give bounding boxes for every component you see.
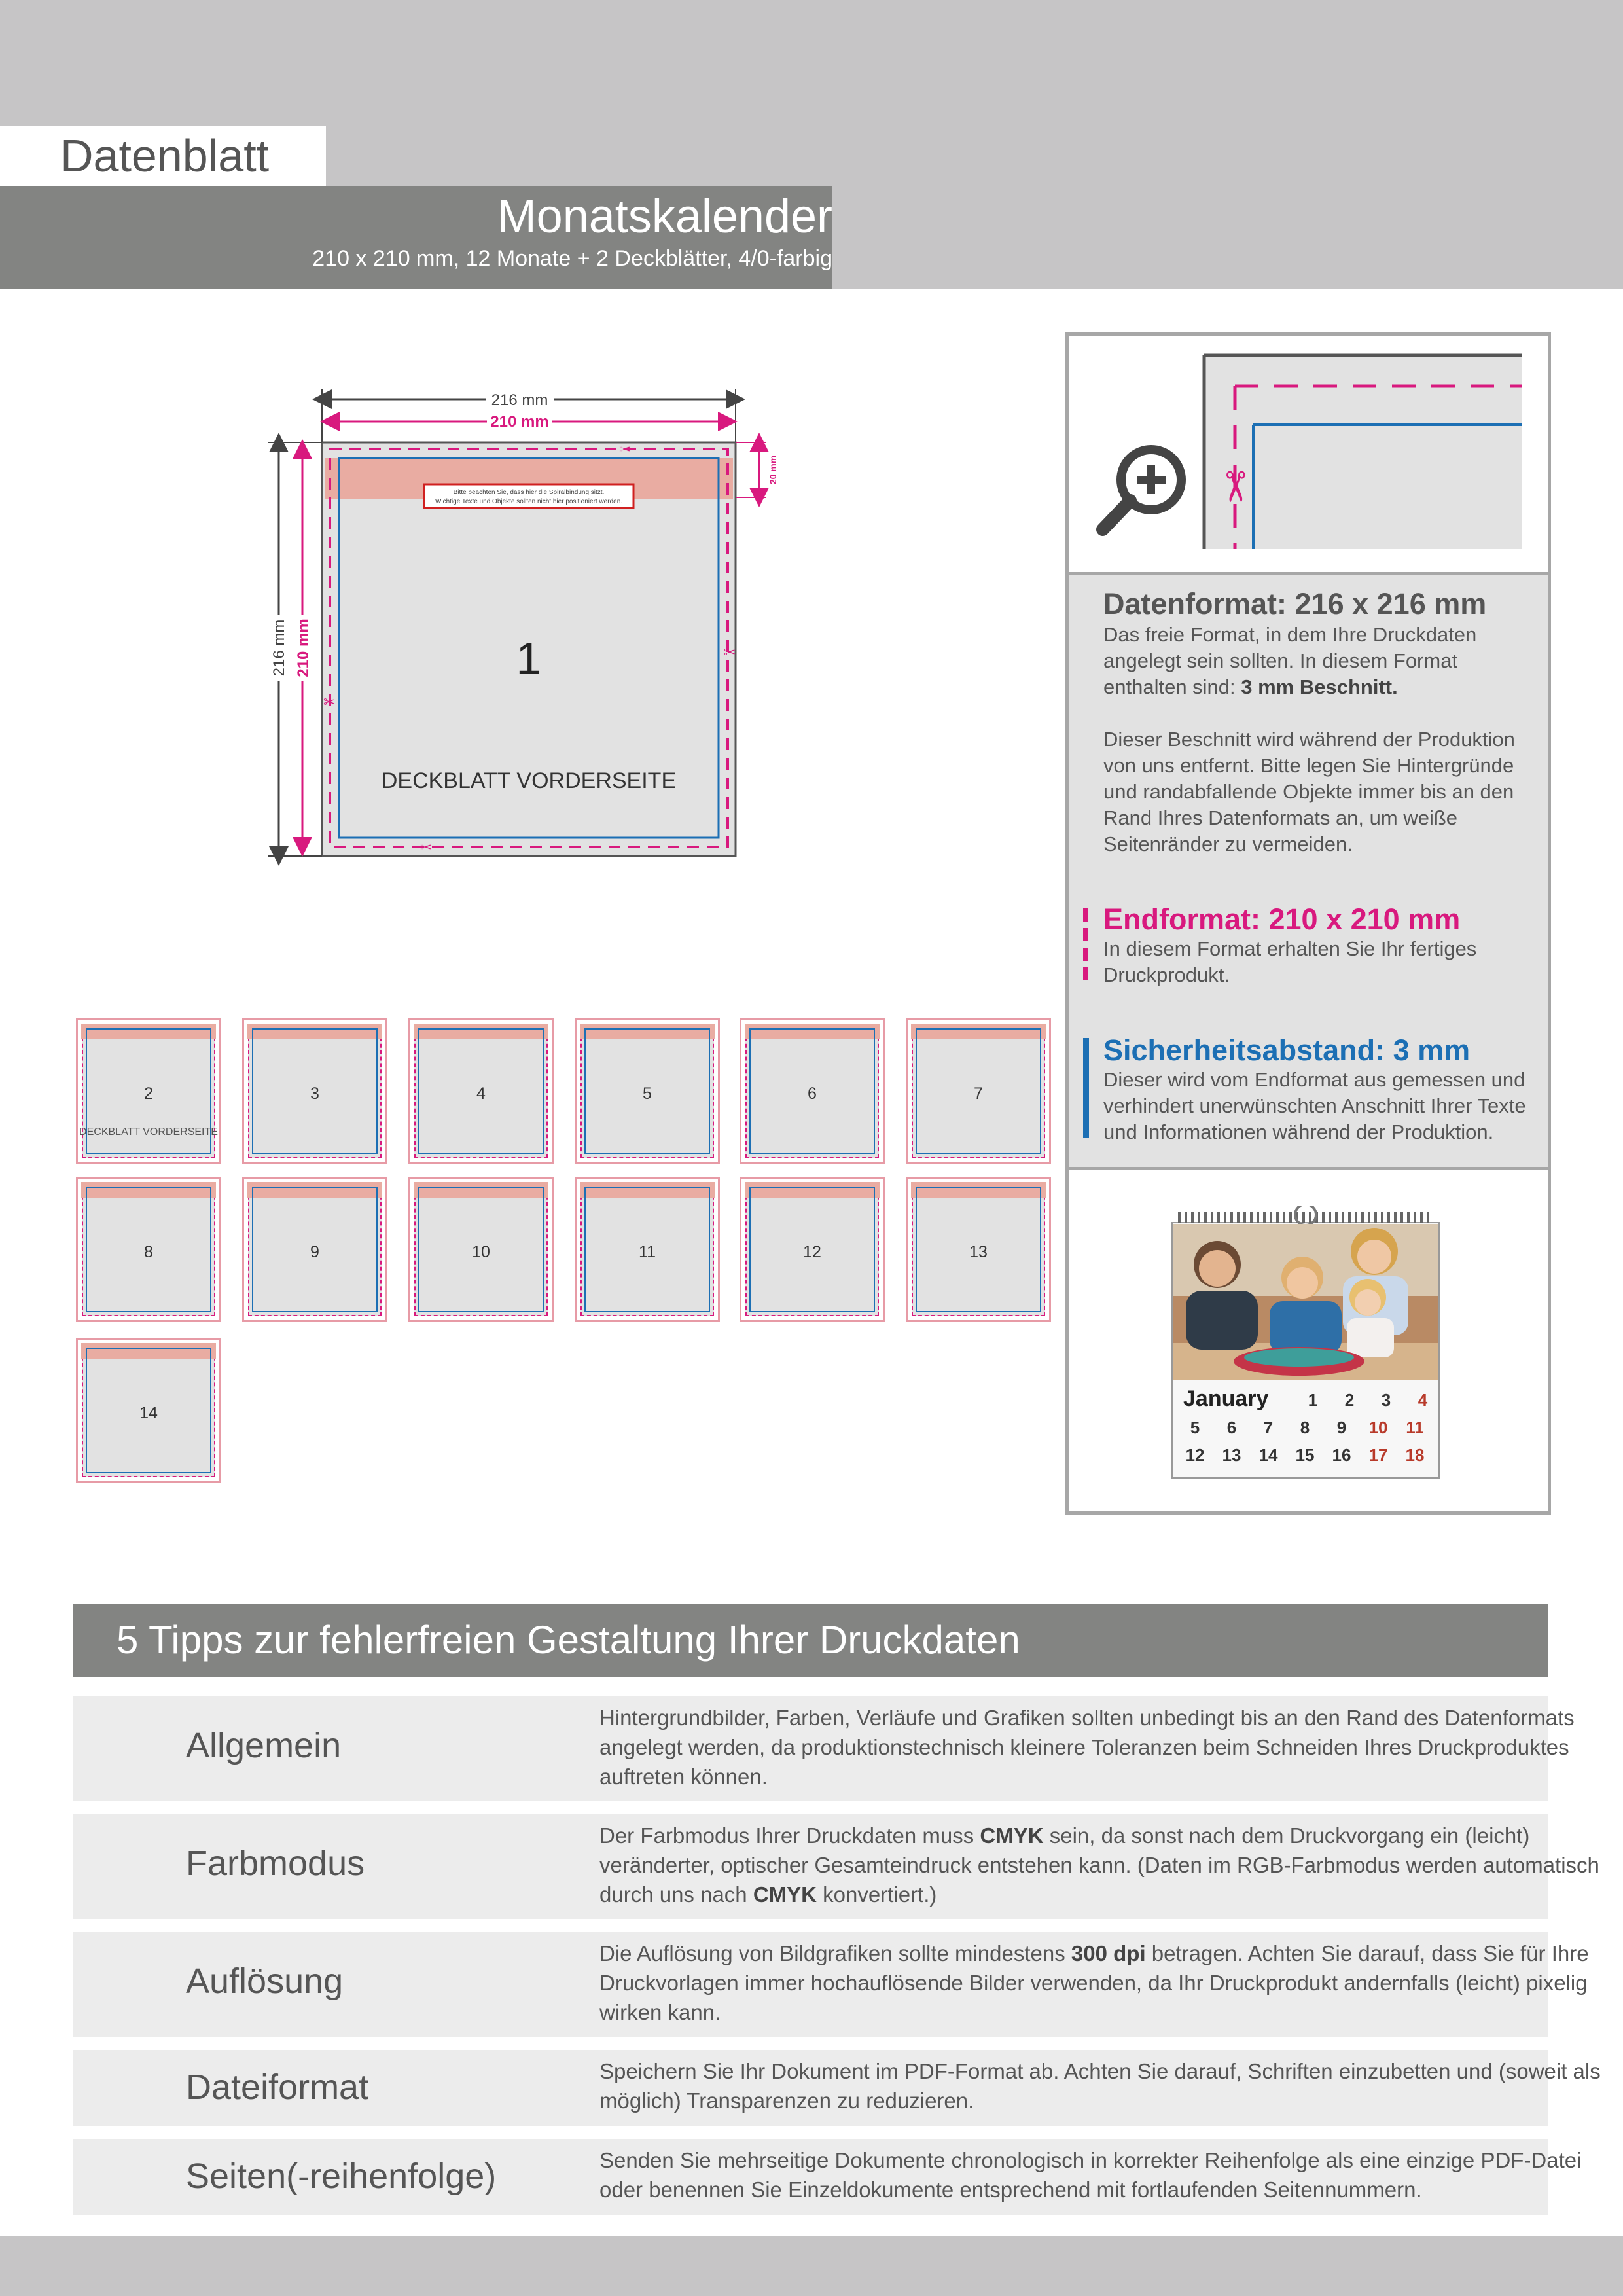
cover-page-caption: DECKBLATT VORDERSEITE bbox=[381, 768, 677, 793]
calendar-day: 4 bbox=[1418, 1390, 1428, 1410]
page-title: Monatskalender bbox=[497, 190, 832, 243]
calendar-day: 15 bbox=[1295, 1445, 1315, 1465]
scissors-icon: ✂ bbox=[724, 644, 736, 660]
endformat-text: In diesem Format erhalten Sie Ihr fertiges Druckprodukt. bbox=[1103, 937, 1477, 986]
calendar-day: 10 bbox=[1368, 1418, 1388, 1437]
tips-title: 5 Tipps zur fehlerfreien Gestaltung Ihrer Druckdaten bbox=[116, 1618, 1020, 1662]
page-thumbnail bbox=[906, 1177, 1051, 1322]
notice-line-1: Bitte beachten Sie, dass hier die Spiralbindung sitzt. bbox=[453, 489, 605, 496]
tip-label: Allgemein bbox=[186, 1726, 342, 1765]
tip-row-allgemein bbox=[73, 1696, 1575, 1801]
dim-inner-vertical: 210 mm bbox=[294, 619, 312, 677]
page-thumbnail bbox=[575, 1018, 720, 1164]
tip-label: Farbmodus bbox=[186, 1844, 365, 1883]
page-number: 8 bbox=[144, 1243, 153, 1261]
calendar-day: 16 bbox=[1332, 1445, 1351, 1465]
scissors-icon: ✂ bbox=[1211, 469, 1258, 505]
sicherheit-marker bbox=[1083, 1038, 1089, 1138]
scissors-icon: ✂ bbox=[420, 839, 433, 855]
dim-inner-horizontal: 210 mm bbox=[490, 413, 549, 431]
calendar-day: 5 bbox=[1190, 1418, 1200, 1437]
calendar-day: 18 bbox=[1405, 1445, 1425, 1465]
calendar-day: 7 bbox=[1263, 1418, 1274, 1437]
page-number: 11 bbox=[639, 1243, 656, 1261]
page-thumbnail bbox=[408, 1177, 554, 1322]
calendar-day: 6 bbox=[1226, 1418, 1237, 1437]
calendar-day: 14 bbox=[1258, 1445, 1278, 1465]
calendar-day: 12 bbox=[1185, 1445, 1205, 1465]
page-thumbnail bbox=[408, 1018, 554, 1164]
page-number: 13 bbox=[969, 1243, 988, 1261]
notice-line-2: Wichtige Texte und Objekte sollten nicht hier positioniert werden. bbox=[435, 498, 623, 505]
tip-row-seiten bbox=[73, 2139, 1582, 2215]
tip-row-farbmodus bbox=[73, 1814, 1599, 1919]
calendar-day: 13 bbox=[1222, 1445, 1241, 1465]
calendar-product-image bbox=[1171, 1206, 1440, 1480]
page-number: 4 bbox=[476, 1085, 486, 1103]
page-number: 10 bbox=[472, 1243, 490, 1261]
calendar-day: 11 bbox=[1406, 1418, 1424, 1437]
scissors-icon: ✂ bbox=[323, 694, 336, 710]
dim-outer-vertical: 216 mm bbox=[270, 619, 288, 677]
dim-band: 20 mm bbox=[768, 455, 778, 485]
dim-outer-horizontal: 216 mm bbox=[491, 391, 548, 409]
tip-label: Dateiformat bbox=[186, 2068, 369, 2107]
datenblatt-label: Datenblatt bbox=[60, 130, 270, 181]
calendar-day: 9 bbox=[1336, 1418, 1347, 1437]
page-subtitle: 210 x 210 mm, 12 Monate + 2 Deckblätter, 4/0-farbig bbox=[312, 246, 832, 271]
family-photo bbox=[1173, 1224, 1438, 1380]
calendar-day: 3 bbox=[1381, 1390, 1391, 1410]
page-number: 7 bbox=[974, 1085, 983, 1103]
footer-band bbox=[0, 2236, 1623, 2296]
calendar-day: 1 bbox=[1308, 1390, 1318, 1410]
zoom-detail-graphic bbox=[1069, 336, 1548, 569]
calendar-day: 2 bbox=[1344, 1390, 1355, 1410]
zoom-detail bbox=[1069, 336, 1548, 569]
page-number: 6 bbox=[808, 1085, 817, 1103]
page-thumbnail bbox=[242, 1018, 387, 1164]
datenformat-text: Das freie Format, in dem Ihre Druckdaten angelegt sein sollten. In diesem Format enthalten sind: 3 mm Beschnitt. bbox=[1103, 623, 1477, 698]
page-thumbnail bbox=[740, 1018, 885, 1164]
endformat-marker bbox=[1083, 908, 1088, 982]
tip-label: Seiten(-reihenfolge) bbox=[186, 2157, 497, 2196]
tip-text: Die Auflösung von Bildgrafiken sollte mindestens 300 dpi betragen. Achten Sie darauf, dass Sie für Ihre Druckvorlagen immer hochauflösende Bilder verwenden, da Ihr Druckprodukt andernfalls (leicht) pixelig wirken kann. bbox=[599, 1941, 1589, 2024]
sicherheit-title: Sicherheitsabstand: 3 mm bbox=[1103, 1033, 1471, 1067]
tip-text: Speichern Sie Ihr Dokument im PDF-Format ab. Achten Sie darauf, Schriften einzubetten und (soweit als möglich) Transparenzen zu reduzieren. bbox=[599, 2059, 1601, 2113]
page-number: 9 bbox=[310, 1243, 319, 1261]
scissors-icon: ✂ bbox=[619, 441, 632, 457]
tip-text: Der Farbmodus Ihrer Druckdaten muss CMYK sein, da sonst nach dem Druckvorgang ein (leicht) veränderter, optischer Gesamteindruck entstehen kann. (Daten im RGB-Farbmodus werden automatisch durch uns nach CMYK konvertiert.) bbox=[599, 1823, 1599, 1907]
page-number: 3 bbox=[310, 1085, 319, 1103]
calendar-day: 8 bbox=[1300, 1418, 1310, 1437]
tip-text: Senden Sie mehrseitige Dokumente chronologisch in korrekter Reihenfolge als eine einzige PDF-Datei oder benennen Sie Einzeldokumente entsprechend mit fortlaufenden Seitennummern. bbox=[599, 2148, 1582, 2202]
page-number: 14 bbox=[139, 1404, 158, 1422]
cover-format-diagram bbox=[249, 380, 812, 877]
page-thumbnail bbox=[76, 1338, 221, 1483]
sicherheit-text: Dieser wird vom Endformat aus gemessen und verhindert unerwünschten Anschnitt Ihrer Texte und Informationen während der Produktion. bbox=[1103, 1068, 1526, 1143]
page-thumbnail bbox=[76, 1177, 221, 1322]
page-thumbnail bbox=[575, 1177, 720, 1322]
endformat-title: Endformat: 210 x 210 mm bbox=[1103, 903, 1461, 936]
tip-label: Auflösung bbox=[186, 1962, 344, 2001]
tip-row-dateiformat bbox=[73, 2050, 1601, 2126]
datenformat-text-2: Dieser Beschnitt wird während der Produktion von uns entfernt. Bitte legen Sie Hintergründe und randabfallende Objekte immer bis an den Rand Ihres Datenformats an, um weiße Seitenränder zu vermeiden. bbox=[1103, 728, 1515, 855]
page-number: 5 bbox=[643, 1085, 652, 1103]
page-thumbnail bbox=[242, 1177, 387, 1322]
page-caption: DECKBLATT VORDERSEITE bbox=[79, 1126, 218, 1138]
page-thumbnail bbox=[76, 1018, 221, 1164]
zoom-in-icon bbox=[1103, 450, 1181, 529]
datenformat-title: Datenformat: 216 x 216 mm bbox=[1103, 587, 1487, 620]
page-thumbnail bbox=[740, 1177, 885, 1322]
tip-row-aufloesung bbox=[73, 1932, 1589, 2037]
page-thumbnail bbox=[906, 1018, 1051, 1164]
tip-text: Hintergrundbilder, Farben, Verläufe und Grafiken sollten unbedingt bis an den Rand des Datenformats angelegt werden, da produktionstechnisch kleinere Toleranzen beim Schneiden Ihres Druckproduktes auftreten können. bbox=[599, 1706, 1575, 1789]
page-number: 12 bbox=[803, 1243, 821, 1261]
page-number: 2 bbox=[144, 1085, 153, 1103]
calendar-day: 17 bbox=[1368, 1445, 1388, 1465]
calendar-month: January bbox=[1183, 1386, 1269, 1411]
cover-page-number: 1 bbox=[516, 633, 542, 684]
